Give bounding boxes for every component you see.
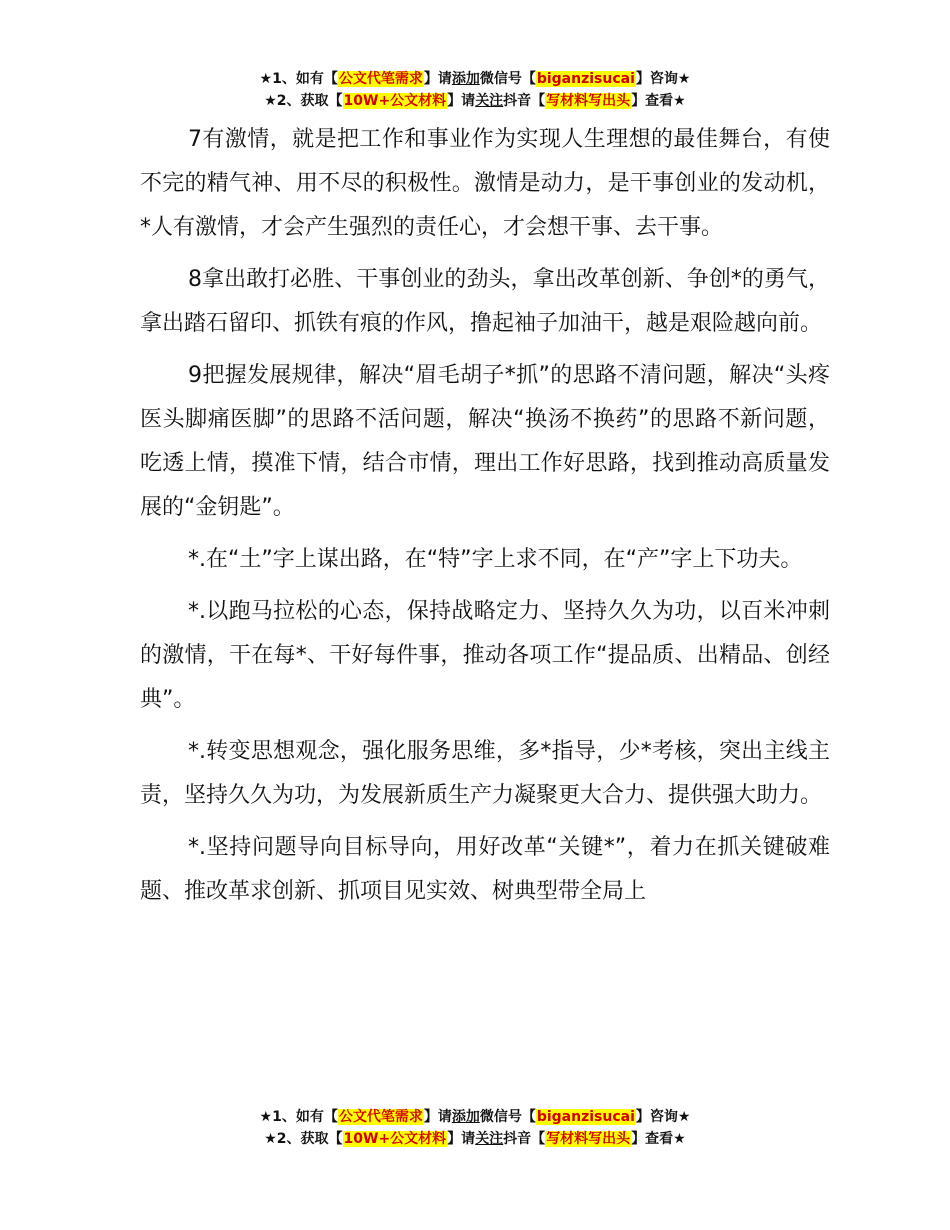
footer-banner — [0, 1106, 950, 1150]
header-underline-add: 添加 — [451, 71, 480, 87]
footer-highlight-wechat-id: biganzisucai — [536, 1109, 635, 1125]
paragraph-marathon: *.以跑马拉松的心态，保持战略定力、坚持久久为功，以百米冲刺的激情，干在每*、干好每件事，推动各项工作“提品质、出精品、创经典”。 — [140, 599, 830, 712]
header-line-1-prefix: ★1、如有【 — [259, 71, 338, 87]
footer-line-2-mid2: 抖音【 — [503, 1131, 546, 1147]
paragraph-8: 8拿出敢打必胜、干事创业的劲头，拿出改革创新、争创*的勇气，拿出踏石留印、抓铁有痕的作风，撸起袖子加油干，越是艰险越向前。 — [140, 267, 830, 336]
header-line-2-mid: 】请 — [447, 93, 476, 109]
footer-highlight-service: 公文代笔需求 — [338, 1109, 423, 1125]
header-highlight-materials: 10W+公文材料 — [343, 93, 447, 109]
header-banner — [0, 68, 950, 112]
header-line-2-prefix: ★2、获取【 — [264, 93, 343, 109]
header-highlight-wechat-id: biganzisucai — [536, 71, 635, 87]
header-line-1 — [0, 68, 950, 90]
footer-line-1-mid: 】请 — [423, 1109, 452, 1125]
paragraph-9: 9把握发展规律，解决“眉毛胡子*抓”的思路不清问题，解决“头疼医头脚痛医脚”的思路不活问题，解决“换汤不换药”的思路不新问题，吃透上情，摸准下情，结合市情，理出工作好思路，找到推动高质量发展的“金钥匙”。 — [140, 363, 830, 520]
footer-highlight-douyin: 写材料写出头 — [546, 1131, 631, 1147]
footer-line-1 — [0, 1106, 950, 1128]
footer-line-1-mid2: 微信号【 — [479, 1109, 536, 1125]
header-line-2 — [0, 90, 950, 112]
header-line-1-mid: 】请 — [423, 71, 452, 87]
footer-underline-add: 添加 — [451, 1109, 480, 1125]
footer-underline-follow: 关注 — [475, 1131, 504, 1147]
paragraph-service-thinking: *.转变思想观念，强化服务思维，多*指导，少*考核，突出主线主责，坚持久久为功，为发展新质生产力凝聚更大合力、提供强大助力。 — [140, 739, 830, 808]
footer-line-2-mid: 】请 — [447, 1131, 476, 1147]
footer-line-1-prefix: ★1、如有【 — [259, 1109, 338, 1125]
footer-line-2 — [0, 1128, 950, 1150]
header-line-1-mid2: 微信号【 — [479, 71, 536, 87]
footer-line-2-prefix: ★2、获取【 — [264, 1131, 343, 1147]
header-line-1-suffix: 】咨询★ — [635, 71, 691, 87]
header-line-2-mid2: 抖音【 — [503, 93, 546, 109]
paragraph-7: 7有激情，就是把工作和事业作为实现人生理想的最佳舞台，有使不完的精气神、用不尽的积极性。激情是动力，是干事创业的发动机，*人有激情，才会产生强烈的责任心，才会想干事、去干事。 — [140, 127, 830, 240]
header-line-2-suffix: 】查看★ — [631, 93, 686, 109]
paragraph-tu-te-chan: *.在“土”字上谋出路，在“特”字上求不同，在“产”字上下功夫。 — [188, 547, 803, 572]
footer-line-2-suffix: 】查看★ — [631, 1131, 686, 1147]
document-body — [140, 118, 830, 922]
footer-line-1-suffix: 】咨询★ — [635, 1109, 691, 1125]
header-highlight-douyin: 写材料写出头 — [546, 93, 631, 109]
footer-highlight-materials: 10W+公文材料 — [343, 1131, 447, 1147]
header-highlight-service: 公文代笔需求 — [338, 71, 423, 87]
header-underline-follow: 关注 — [475, 93, 504, 109]
paragraph-problem-oriented: *.坚持问题导向目标导向，用好改革“关键*”，着力在抓关键破难题、推改革求创新、抓项目见实效、树典型带全局上 — [140, 835, 830, 904]
